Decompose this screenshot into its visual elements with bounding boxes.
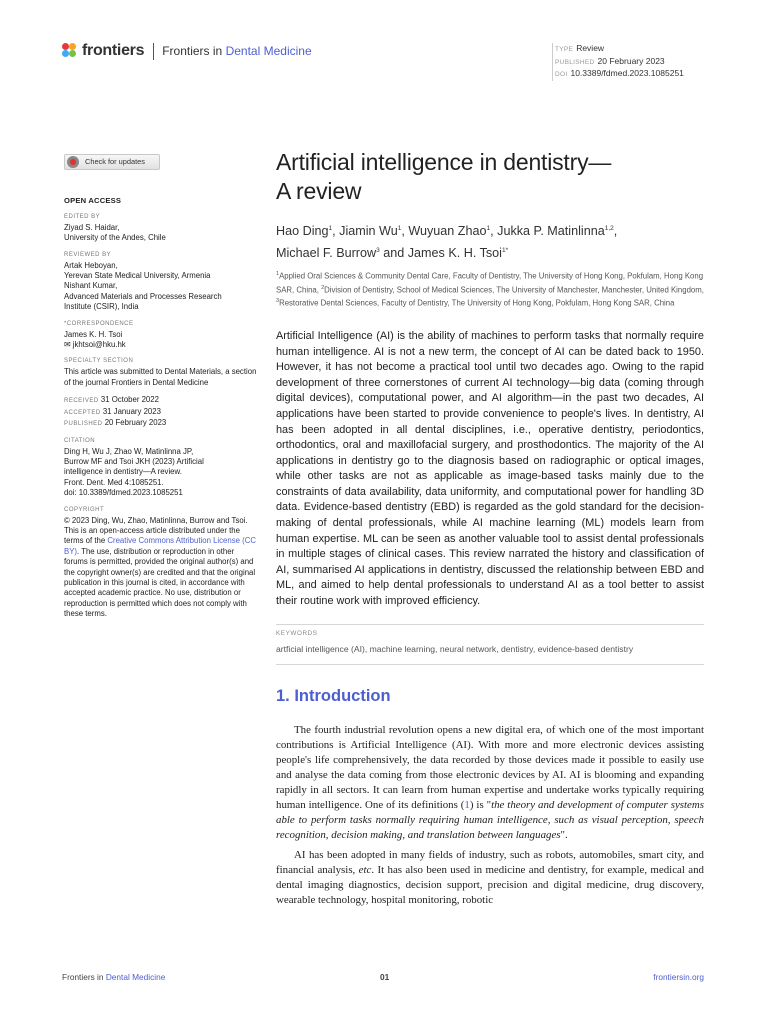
check-updates-icon bbox=[67, 156, 79, 168]
author[interactable]: Jiamin Wu$^1$ bbox=[339, 224, 402, 239]
frontiers-logo[interactable] bbox=[62, 42, 312, 60]
article-meta bbox=[552, 43, 684, 81]
introduction-body bbox=[276, 723, 704, 908]
affiliations: $^1$Applied Oral Sciences & Community Dental Care, Faculty of Dentistry, The University of Hong Kong, Pokfulam, Hong Kong SAR, China, $^2$Division of Dentistry, School of Medical Sciences, The University of Manchester, Manchester, United Kingdom, $^3$Restorative Dental Sciences, Faculty of Dentistry, The University of Hong Kong, Pokfulam, Hong Kong SAR, China bbox=[276, 271, 704, 308]
email-icon: ✉ bbox=[64, 340, 71, 350]
reviewed-by-section: REVIEWED BY Artak Heboyan, Yerevan State Medical University, Armenia Nishant Kumar, Advanced Materials and Processes Research Institute (CSIR), India bbox=[64, 251, 222, 312]
frontiers-logo-icon bbox=[62, 43, 78, 59]
footer-journal[interactable]: Frontiers in Dental Medicine bbox=[62, 972, 166, 982]
cc-by-link[interactable]: Creative Commons Attribution License (CC BY) bbox=[64, 536, 256, 556]
author-list: Hao Ding$^1$, Jiamin Wu$^1$, Wuyuan Zhao$^1$, Jukka P. Matinlinna$^{1,2}$, Michael F. Burrow$^3$ and James K. H. Tsoi$^{1*}$ bbox=[276, 224, 618, 261]
brand-name: frontiers bbox=[82, 42, 145, 59]
correspondence-section: *CORRESPONDENCE James K. H. Tsoi ✉ jkhtsoi@hku.hk bbox=[64, 320, 260, 351]
paragraph: The fourth industrial revolution opens a new digital era, of which one of the most important contributions is Artificial Intelligence (AI). With more and more electronic devices assisting people's life comprehensively, the data recorded by those devices made it possible to easily use and analyse the data coming from those electronic devices by AI. AI is blooming and expanding rapidly in all sectors. It can learn from human expertise and undertake works typically requiring human intelligence. One of its definitions (1) is "the theory and development of computer systems able to perform tasks normally requiring human intelligence, such as visual perception, speech recognition, decision making, and translation between languages". bbox=[276, 724, 704, 842]
citation-section: CITATION Ding H, Wu J, Zhao W, Matinlinna JP, Burrow MF and Tsoi JKH (2023) Artificial intelligence in dentistry—A review. Front. Dent. Med 4:1085251. doi: 10.3389/fdmed.2023.1085251 bbox=[64, 437, 204, 498]
article-sidebar bbox=[64, 154, 260, 627]
author[interactable]: Hao Ding$^1$ bbox=[276, 224, 333, 239]
keywords-label: KEYWORDS bbox=[276, 629, 318, 637]
article-title: Artificial intelligence in dentistry— A review bbox=[276, 149, 612, 204]
author[interactable]: Jukka P. Matinlinna$^{1,2}$ bbox=[497, 224, 614, 239]
paragraph: AI has been adopted in many fields of industry, such as robots, automobiles, smart city, and financial analysis, etc. It has also been used in medicine and dentistry, for example, medical and dental imaging diagnostics, decision support, precision and digital medicine, drug discovery, wearable technology, hospital monitoring, robotic bbox=[276, 849, 704, 907]
author[interactable]: Wuyuan Zhao$^1$ bbox=[408, 224, 491, 239]
check-updates-button[interactable]: Check for updates bbox=[64, 154, 160, 170]
edited-by-section: EDITED BY Ziyad S. Haidar, University of the Andes, Chile bbox=[64, 213, 166, 243]
reference-link[interactable]: 1 bbox=[464, 799, 470, 812]
author[interactable]: Michael F. Burrow$^3$ bbox=[276, 246, 380, 261]
copyright-section: COPYRIGHT © 2023 Ding, Wu, Zhao, Matinlinna, Burrow and Tsoi. This is an open-access article distributed under the terms of the Creative Commons Attribution License (CC BY). The use, distribution or reproduction in other forums is permitted, provided the original author(s) and the copyright owner(s) are credited and that the original publication in this journal is cited, in accordance with accepted academic practice. No use, distribution or reproduction is permitted which does not comply with these terms. bbox=[64, 506, 256, 619]
publish-date: PUBLISHED 20 February 2023 bbox=[555, 55, 665, 66]
open-access-label: OPEN ACCESS bbox=[64, 196, 122, 206]
journal-name[interactable]: Frontiers in Dental Medicine bbox=[162, 44, 312, 58]
specialty-section: SPECIALTY SECTION This article was submitted to Dental Materials, a section of the journal Frontiers in Dental Medicine bbox=[64, 358, 257, 387]
article-type: TYPE Review bbox=[555, 43, 605, 53]
page-number: 01 bbox=[380, 972, 390, 982]
footer-site-link[interactable]: frontiersin.org bbox=[653, 972, 704, 982]
page-header bbox=[62, 40, 706, 78]
abstract: Artificial Intelligence (AI) is the ability of machines to perform tasks that normally require human intelligence. AI is not a new term, the concept of AI can be dated back to 1950. However, it has not become a practical tool until two decades ago. Owing to the rapid development of three cornerstones of current AI technology—big data (coming through digital devices), computational power, and AI algorithm—in the past two decades, AI applications have been started to provide convenience to people's lives. In dentistry, AI has been adopted in all dental disciplines, i.e., operative dentistry, periodontics, orthodontics, oral and maxillofacial surgery, and prosthodontics. The majority of the AI applications in dentistry go to the diagnosis based on radiographic or optical images, while other tasks are not as applicable as image-based tasks mainly due to the constraints of data availability, data uniformity, and computational power for handling 3D data. Evidence-based dentistry (EBD) is regarded as the gold standard for the decision-making of dental professionals, while AI machine learning (ML) models learn from human expertise. ML can be seen as another valuable tool to assist dental professionals in multiple stages of clinical cases. This review narrated the history and classification of AI, summarised AI applications in dentistry, discussed the relationship between EBD and ML, and aimed to help dental professionals to understand AI as a tool better to assist their routine work with improved efficiency. bbox=[276, 329, 704, 608]
section-heading-introduction: 1. Introduction bbox=[276, 687, 391, 706]
doi[interactable]: DOI 10.3389/fdmed.2023.1085251 bbox=[555, 68, 684, 78]
article-main bbox=[276, 148, 704, 913]
author[interactable]: James K. H. Tsoi$^{1*}$ bbox=[407, 246, 509, 261]
dates-section: RECEIVED 31 October 2022 ACCEPTED 31 January 2023 PUBLISHED 20 February 2023 bbox=[64, 395, 167, 428]
email-link[interactable]: ✉ jkhtsoi@hku.hk bbox=[64, 340, 126, 350]
keywords: artficial intelligence (AI), machine learning, neural network, dentistry, evidence-based dentistry bbox=[276, 643, 634, 654]
keywords-divider-top bbox=[276, 624, 704, 625]
logo-divider bbox=[153, 43, 154, 60]
keywords-divider-bottom bbox=[276, 664, 704, 665]
